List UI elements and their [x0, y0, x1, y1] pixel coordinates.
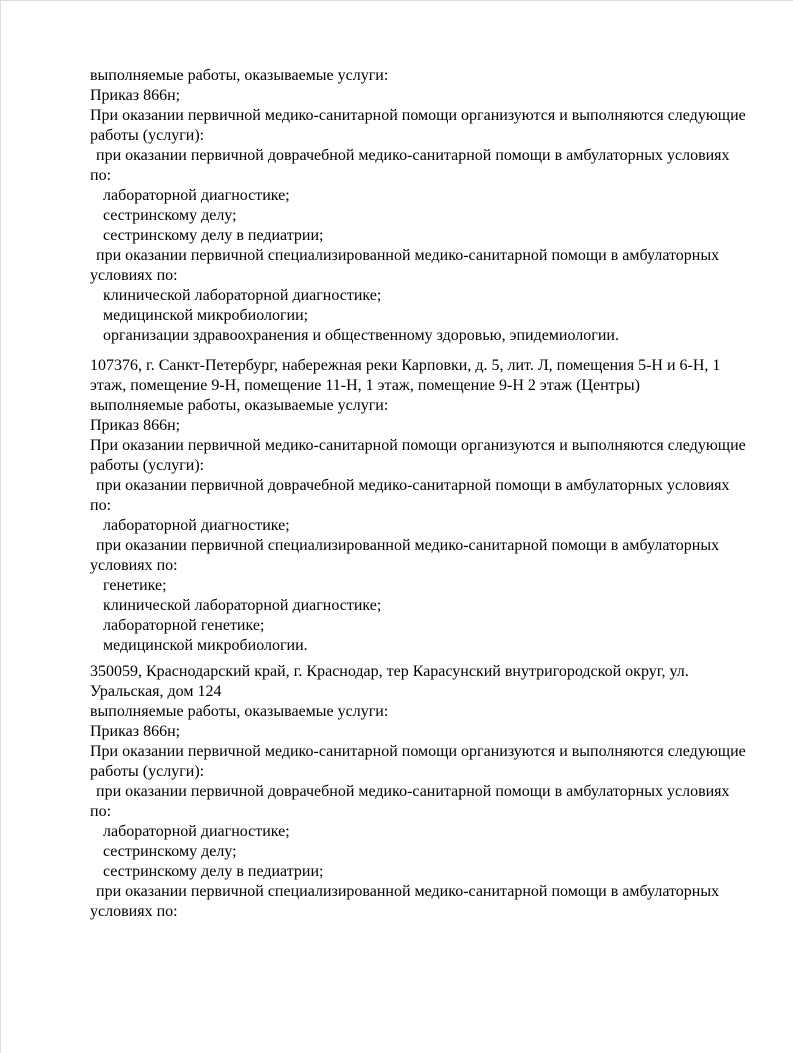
text-line: при оказании первичной специализированной медико-санитарной помощи в амбулаторных [96, 247, 720, 264]
text-line: клинической лабораторной диагностике; [103, 597, 382, 614]
address-line: 350059, Краснодарский край, г. Краснодар, тер Карасунский внутригородской округ, ул. [90, 663, 689, 680]
text-line: условиях по: [90, 903, 178, 920]
text-line: при оказании первичной специализированной медико-санитарной помощи в амбулаторных [96, 883, 720, 900]
text-line: выполняемые работы, оказываемые услуги: [90, 397, 389, 414]
address-line: 107376, г. Санкт-Петербург, набережная реки Карповки, д. 5, лит. Л, помещения 5-Н и 6-Н, 1 [90, 357, 721, 374]
text-line: по: [90, 497, 112, 514]
text-line: При оказании первичной медико-санитарной помощи организуются и выполняются следующие [90, 107, 746, 124]
text-line: Приказ 866н; [90, 87, 181, 104]
text-line: сестринскому делу; [103, 207, 237, 224]
text-line: работы (услуги): [90, 457, 205, 474]
text-line: выполняемые работы, оказываемые услуги: [90, 67, 389, 84]
text-line: при оказании первичной специализированной медико-санитарной помощи в амбулаторных [96, 537, 720, 554]
text-line: клинической лабораторной диагностике; [103, 287, 382, 304]
text-line: организации здравоохранения и общественному здоровью, эпидемиологии. [103, 327, 619, 344]
text-line: при оказании первичной доврачебной медико-санитарной помощи в амбулаторных условиях [96, 147, 730, 164]
text-line: сестринскому делу в педиатрии; [103, 863, 324, 880]
text-line: при оказании первичной доврачебной медико-санитарной помощи в амбулаторных условиях [96, 783, 730, 800]
text-line: медицинской микробиологии. [103, 637, 308, 654]
services-block-first [90, 66, 773, 346]
text-line: по: [90, 167, 112, 184]
text-line: условиях по: [90, 557, 178, 574]
text-line: при оказании первичной доврачебной медико-санитарной помощи в амбулаторных условиях [96, 477, 730, 494]
text-line: Приказ 866н; [90, 417, 181, 434]
text-line: лабораторной диагностике; [103, 187, 290, 204]
text-line: выполняемые работы, оказываемые услуги: [90, 703, 389, 720]
address-line: этаж, помещение 9-Н, помещение 11-Н, 1 этаж, помещение 9-Н 2 этаж (Центры) [90, 377, 640, 394]
address-line: Уральская, дом 124 [90, 683, 222, 700]
text-line: Приказ 866н; [90, 723, 181, 740]
text-line: При оказании первичной медико-санитарной помощи организуются и выполняются следующие [90, 743, 746, 760]
text-line: При оказании первичной медико-санитарной помощи организуются и выполняются следующие [90, 437, 746, 454]
address-block-spb [90, 356, 773, 656]
text-line: генетике; [103, 577, 167, 594]
text-line: лабораторной диагностике; [103, 823, 290, 840]
text-line: по: [90, 803, 112, 820]
address-block-krasnodar [90, 662, 773, 922]
text-line: сестринскому делу; [103, 843, 237, 860]
text-line: лабораторной диагностике; [103, 517, 290, 534]
text-line: условиях по: [90, 267, 178, 284]
text-line: сестринскому делу в педиатрии; [103, 227, 324, 244]
text-line: работы (услуги): [90, 127, 205, 144]
text-line: лабораторной генетике; [103, 617, 265, 634]
document-page [1, 1, 793, 922]
text-line: работы (услуги): [90, 763, 205, 780]
text-line: медицинской микробиологии; [103, 307, 309, 324]
